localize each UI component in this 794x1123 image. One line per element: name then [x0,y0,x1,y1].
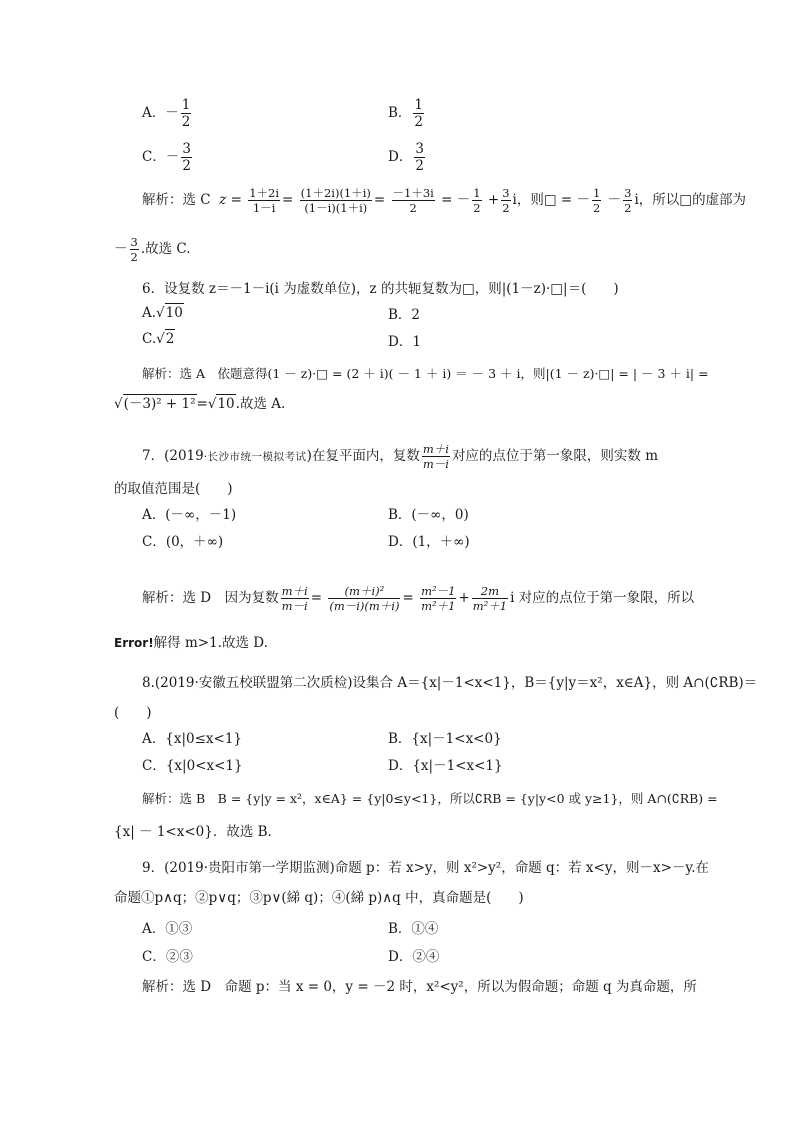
q7-option-d: D．(1，＋∞) [388,534,470,550]
q8-option-a: A．{x|0≤x<1} [142,731,243,747]
q5-option-d: D． $\frac{3}{2}$ [388,141,424,175]
q7-solution-line1: 解析：选 D 因为复数 $\frac{m+i}{m-i}$ = $\frac{\text{(m＋i)²}}{(m-i)(m+i)}$ = $\frac{\text{m²－1}}{\text{m²＋1}}$ + $\frac{2m}{\text{m²＋1}}$ i 对应的点位于第一象限，所以 [142,584,695,614]
q7-option-b: B．(－∞，0) [388,507,469,523]
q5-option-b: B． $\frac{1}{2}$ [388,97,424,131]
q9-stem-line2: 命题①p∧q；②p∨q；③p∨(綈 q)；④(綈 p)∧q 中，真命题是( ) [114,890,524,906]
q8-option-c: C．{x|0<x<1} [142,758,243,774]
q7-stem-line2: 的取值范围是( ) [114,481,233,497]
q6-option-d: D．1 [388,334,421,350]
q7-option-c: C．(0，＋∞) [142,534,224,550]
q5-solution-line1: 解析：选 C z = $\frac{1+2i}{1-i}$ = $\frac{(1+2i)(1+i)}{(1-i)(1+i)}$ = $\frac{-1+3i}{2}$ = － $\frac{1}{2}$ + $\frac{3}{2}$ i，则□ = － $\frac{1}{2}$ － $\frac{3}{2}$ i，所以□的虚部为 [142,186,747,216]
q8-option-b: B．{x|－1<x<0} [388,731,502,747]
q6-option-a: A.√10 [142,305,183,321]
q8-option-d: D．{x|－1<x<1} [388,758,503,774]
q7-stem: 7．(2019·长沙市统一模拟考试)在复平面内，复数 $\frac{m+i}{m-i}$ 对应的点位于第一象限，则实数 m [142,442,659,472]
q9-stem: 9．(2019·贵阳市第一学期监测)命题 p：若 x>y，则 x²>y²，命题 q：若 x<y，则－x>－y.在 [142,860,710,876]
q9-option-d: D．②④ [388,949,440,965]
q8-stem: 8.(2019·安徽五校联盟第二次质检)设集合 A＝{x|－1<x<1}，B＝{y|y＝x²，x∈A}，则 A∩(∁RB)＝ [142,675,758,691]
q6-option-b: B．2 [388,307,421,323]
q8-solution-line2: {x| － 1<x<0}．故选 B. [114,824,272,840]
q5-option-c: C．－ $\frac{3}{2}$ [142,141,191,175]
q5-option-a: A．－ $\frac{1}{2}$ [142,97,191,131]
q5-solution-line2: － $\frac{3}{2}$ .故选 C. [114,235,191,265]
q9-option-b: B．①④ [388,921,439,937]
q8-stem-line2: ( ) [114,705,152,721]
q7-option-a: A．(－∞，－1) [142,507,237,523]
q9-option-a: A．①③ [142,921,193,937]
q6-solution-line1: 解析：选 A 依题意得(1 － z)·□ = (2 ＋ i)( － 1 ＋ i) ＝ － 3 ＋ i，则|(1 － z)·□| = | － 3 ＋ i| = [142,366,709,381]
q8-solution-line1: 解析：选 B B = {y|y = x²，x∈A} = {y|0≤y<1}，所以∁RB = {y|y<0 或 y≥1}，则 A∩(∁RB) = [142,791,718,806]
q6-solution-line2: √(－3)² + 1²=√10.故选 A. [114,396,286,412]
q6-option-c: C.√2 [142,331,175,347]
q9-option-c: C．②③ [142,949,193,965]
q6-stem: 6．设复数 z＝－1－i(i 为虚数单位)，z 的共轭复数为□，则|(1－z)·□|＝( ) [142,281,619,297]
q9-solution-line1: 解析：选 D 命题 p：当 x = 0，y = －2 时，x²<y²，所以为假命题；命题 q 为真命题，所 [142,979,697,995]
q7-solution-line2: Error!解得 m>1.故选 D. [114,635,268,651]
